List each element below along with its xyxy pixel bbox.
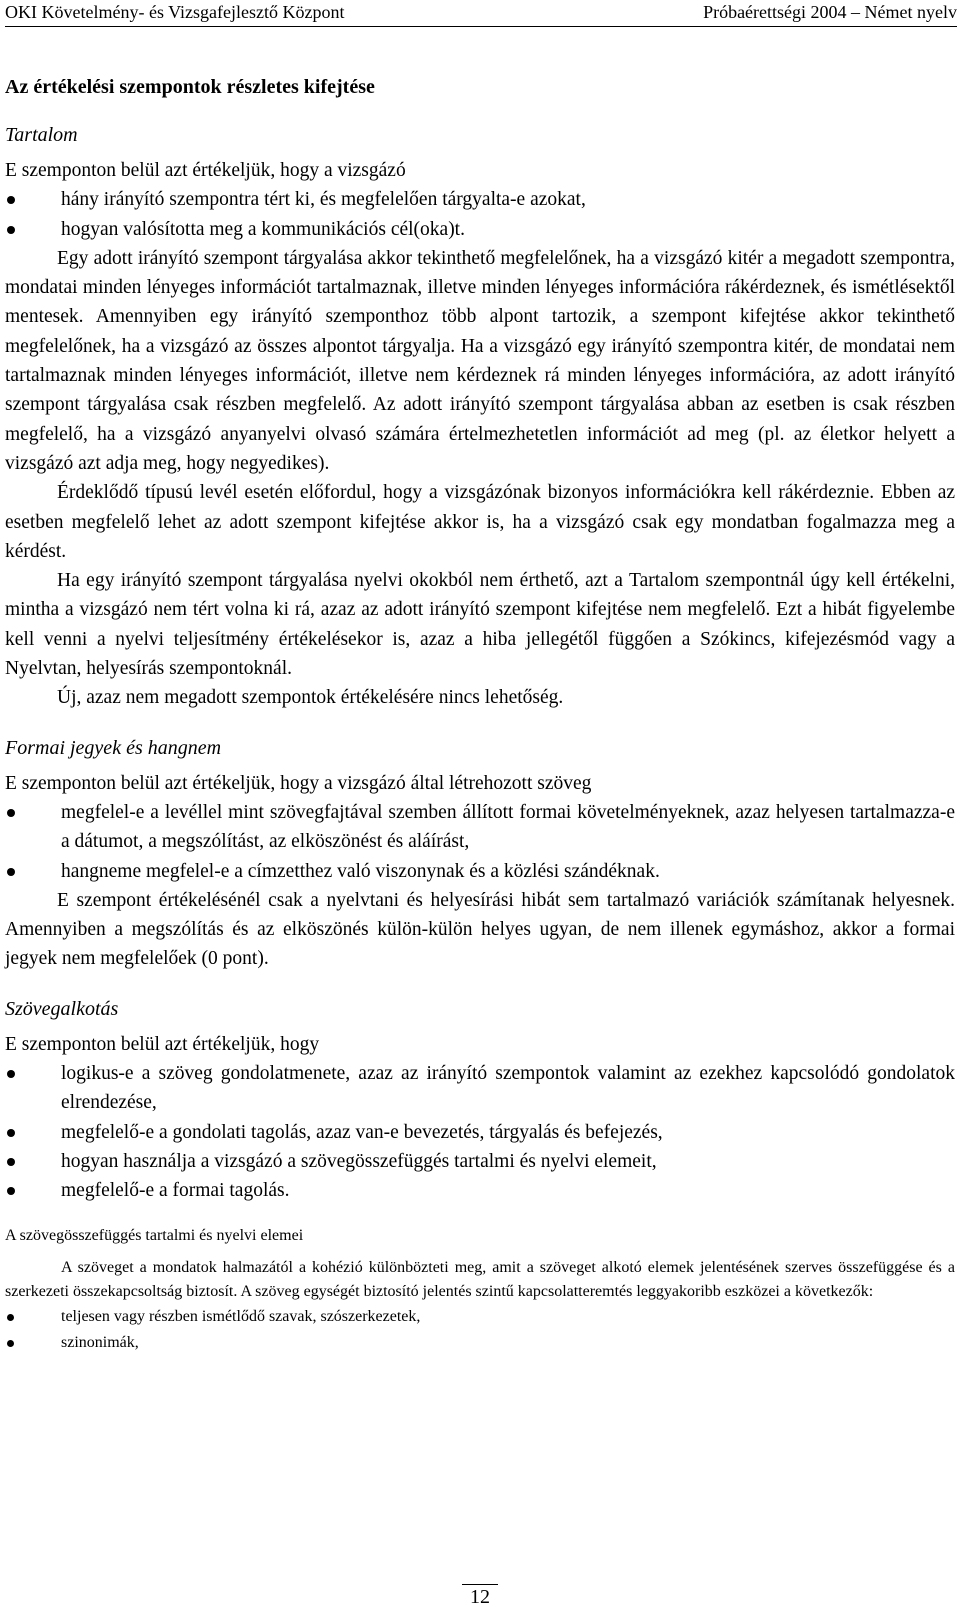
section-heading-szovegalkotas: Szövegalkotás [5, 997, 119, 1020]
bullet-icon [7, 868, 15, 876]
page-header [5, 0, 957, 27]
header-left: OKI Követelmény- és Vizsgafejlesztő Központ [5, 2, 345, 22]
tartalom-paragraph-3: Ha egy irányító szempont tárgyalása nyelvi okokból nem érthető, azt a Tartalom szempontnál úgy kell értékelni, mintha a vizsgázó nem tért volna ki rá, azaz az adott irányító szempont kifejtése nem megfelelő. Ezt a hibát figyelembe kell venni a nyelvi teljesítmény értékelésekor is, azaz a hiba jellegétől függően a Szókincs, kifejezésmód vagy a Nyelvtan, helyesírás szempontoknál. [5, 570, 955, 680]
bullet-icon [7, 809, 15, 817]
bullet-icon [7, 1340, 14, 1347]
page-number: 12 [0, 1584, 960, 1609]
tartalom-paragraph-2: Érdeklődő típusú levél esetén előfordul, hogy a vizsgázónak bizonyos információkra kell rákérdeznie. Ebben az esetben megfelelő lehet az adott szempont kifejtése akkor is, ha a vizsgázó csak egy mondatban fogalmazza meg a kérdést. [5, 482, 955, 562]
list-item: megfelel-e a levéllel mint szövegfajtával szemben állított formai követelményeknek, azaz helyesen tartalmazza-e a dátumot, a megszólítást, az elköszönést és aláírást, [5, 798, 955, 857]
szovegosszefugges-paragraph: A szöveget a mondatok halmazától a kohézió különbözteti meg, amit a szöveget alkotó elemek jelentésének szerves összefüggése és a szerkezeti összekapcsoltság biztosít. A szöveg egységét biztosító jelentés szintű kapcsolatteremtés leggyakoribb eszközei a következők: [5, 1258, 955, 1300]
szovegosszefugges-bullet-list [5, 1304, 955, 1356]
section-heading-formai: Formai jegyek és hangnem [5, 736, 222, 759]
document-body [5, 70, 955, 1356]
list-item: logikus-e a szöveg gondolatmenete, azaz az irányító szempontok valamint az ezekhez kapcsolódó gondolatok elrendezése, [5, 1059, 955, 1118]
bullet-icon [7, 1187, 15, 1195]
tartalom-paragraph-4: Új, azaz nem megadott szempontok értékelésére nincs lehetőség. [57, 687, 564, 709]
page-title: Az értékelési szempontok részletes kifejtése [5, 76, 375, 98]
tartalom-paragraph-1: Egy adott irányító szempont tárgyalása akkor tekinthető megfelelőnek, ha a vizsgázó kitér a megadott szempontra, mondatai minden lényeges információt tartalmaznak, illetve minden lényeges információra rákérdeznek, és ismétlésektől mentesek. Amennyiben egy irányító szemponthoz több alpont tartozik, a szempont kifejtése akkor tekinthető megfelelőnek, ha a vizsgázó az összes alpontot tárgyalja. Ha a vizsgázó egy irányító szempontra kitér, de mondatai nem tartalmaznak minden lényeges információt, illetve nem kérdeznek rá minden lényeges információra, az adott irányító szempont tárgyalása csak részben megfelelő. Az adott irányító szempont tárgyalása abban az esetben is csak részben megfelelő, ha a vizsgázó anyanyelvi olvasó számára értelmezhetetlen információt ad meg (pl. az életkor helyett a vizsgázó azt adja meg, hogy negyedikes). [5, 247, 955, 474]
formai-bullet-list [5, 798, 955, 886]
list-item: hány irányító szempontra tért ki, és megfelelően tárgyalta-e azokat, [5, 185, 955, 214]
tartalom-intro: E szemponton belül azt értékeljük, hogy a vizsgázó [5, 160, 406, 181]
formai-intro: E szemponton belül azt értékeljük, hogy a vizsgázó által létrehozott szöveg [5, 772, 592, 794]
list-item: hogyan valósította meg a kommunikációs cél(oka)t. [5, 215, 955, 244]
bullet-icon [7, 1158, 15, 1166]
list-item: megfelelő-e a formai tagolás. [5, 1176, 955, 1205]
szovegalkotas-bullet-list [5, 1059, 955, 1205]
bullet-icon [7, 1070, 15, 1078]
list-item: megfelelő-e a gondolati tagolás, azaz van-e bevezetés, tárgyalás és befejezés, [5, 1118, 955, 1147]
list-item: teljesen vagy részben ismétlődő szavak, szószerkezetek, [5, 1304, 955, 1330]
bullet-icon [7, 226, 15, 234]
tartalom-bullet-list [5, 185, 955, 244]
subsection-heading-szovegosszefugges: A szövegösszefüggés tartalmi és nyelvi elemei [5, 1226, 304, 1244]
section-heading-tartalom: Tartalom [5, 124, 78, 146]
list-item: hogyan használja a vizsgázó a szövegösszefüggés tartalmi és nyelvi elemeit, [5, 1147, 955, 1176]
bullet-icon [7, 196, 15, 204]
header-right: Próbaérettségi 2004 – Német nyelv [703, 2, 957, 22]
bullet-icon [7, 1314, 14, 1321]
list-item: hangneme megfelel-e a címzetthez való viszonynak és a közlési szándéknak. [5, 857, 955, 886]
list-item: szinonimák, [5, 1330, 955, 1356]
bullet-icon [7, 1129, 15, 1137]
szovegalkotas-intro: E szemponton belül azt értékeljük, hogy [5, 1033, 320, 1055]
formai-paragraph-1: E szempont értékelésénél csak a nyelvtani és helyesírási hibát sem tartalmazó variációk számítanak helyesnek. Amennyiben a megszólítás és az elköszönés külön-külön helyes ugyan, de nem illenek egymáshoz, akkor a formai jegyek nem megfelelőek (0 pont). [5, 889, 955, 970]
